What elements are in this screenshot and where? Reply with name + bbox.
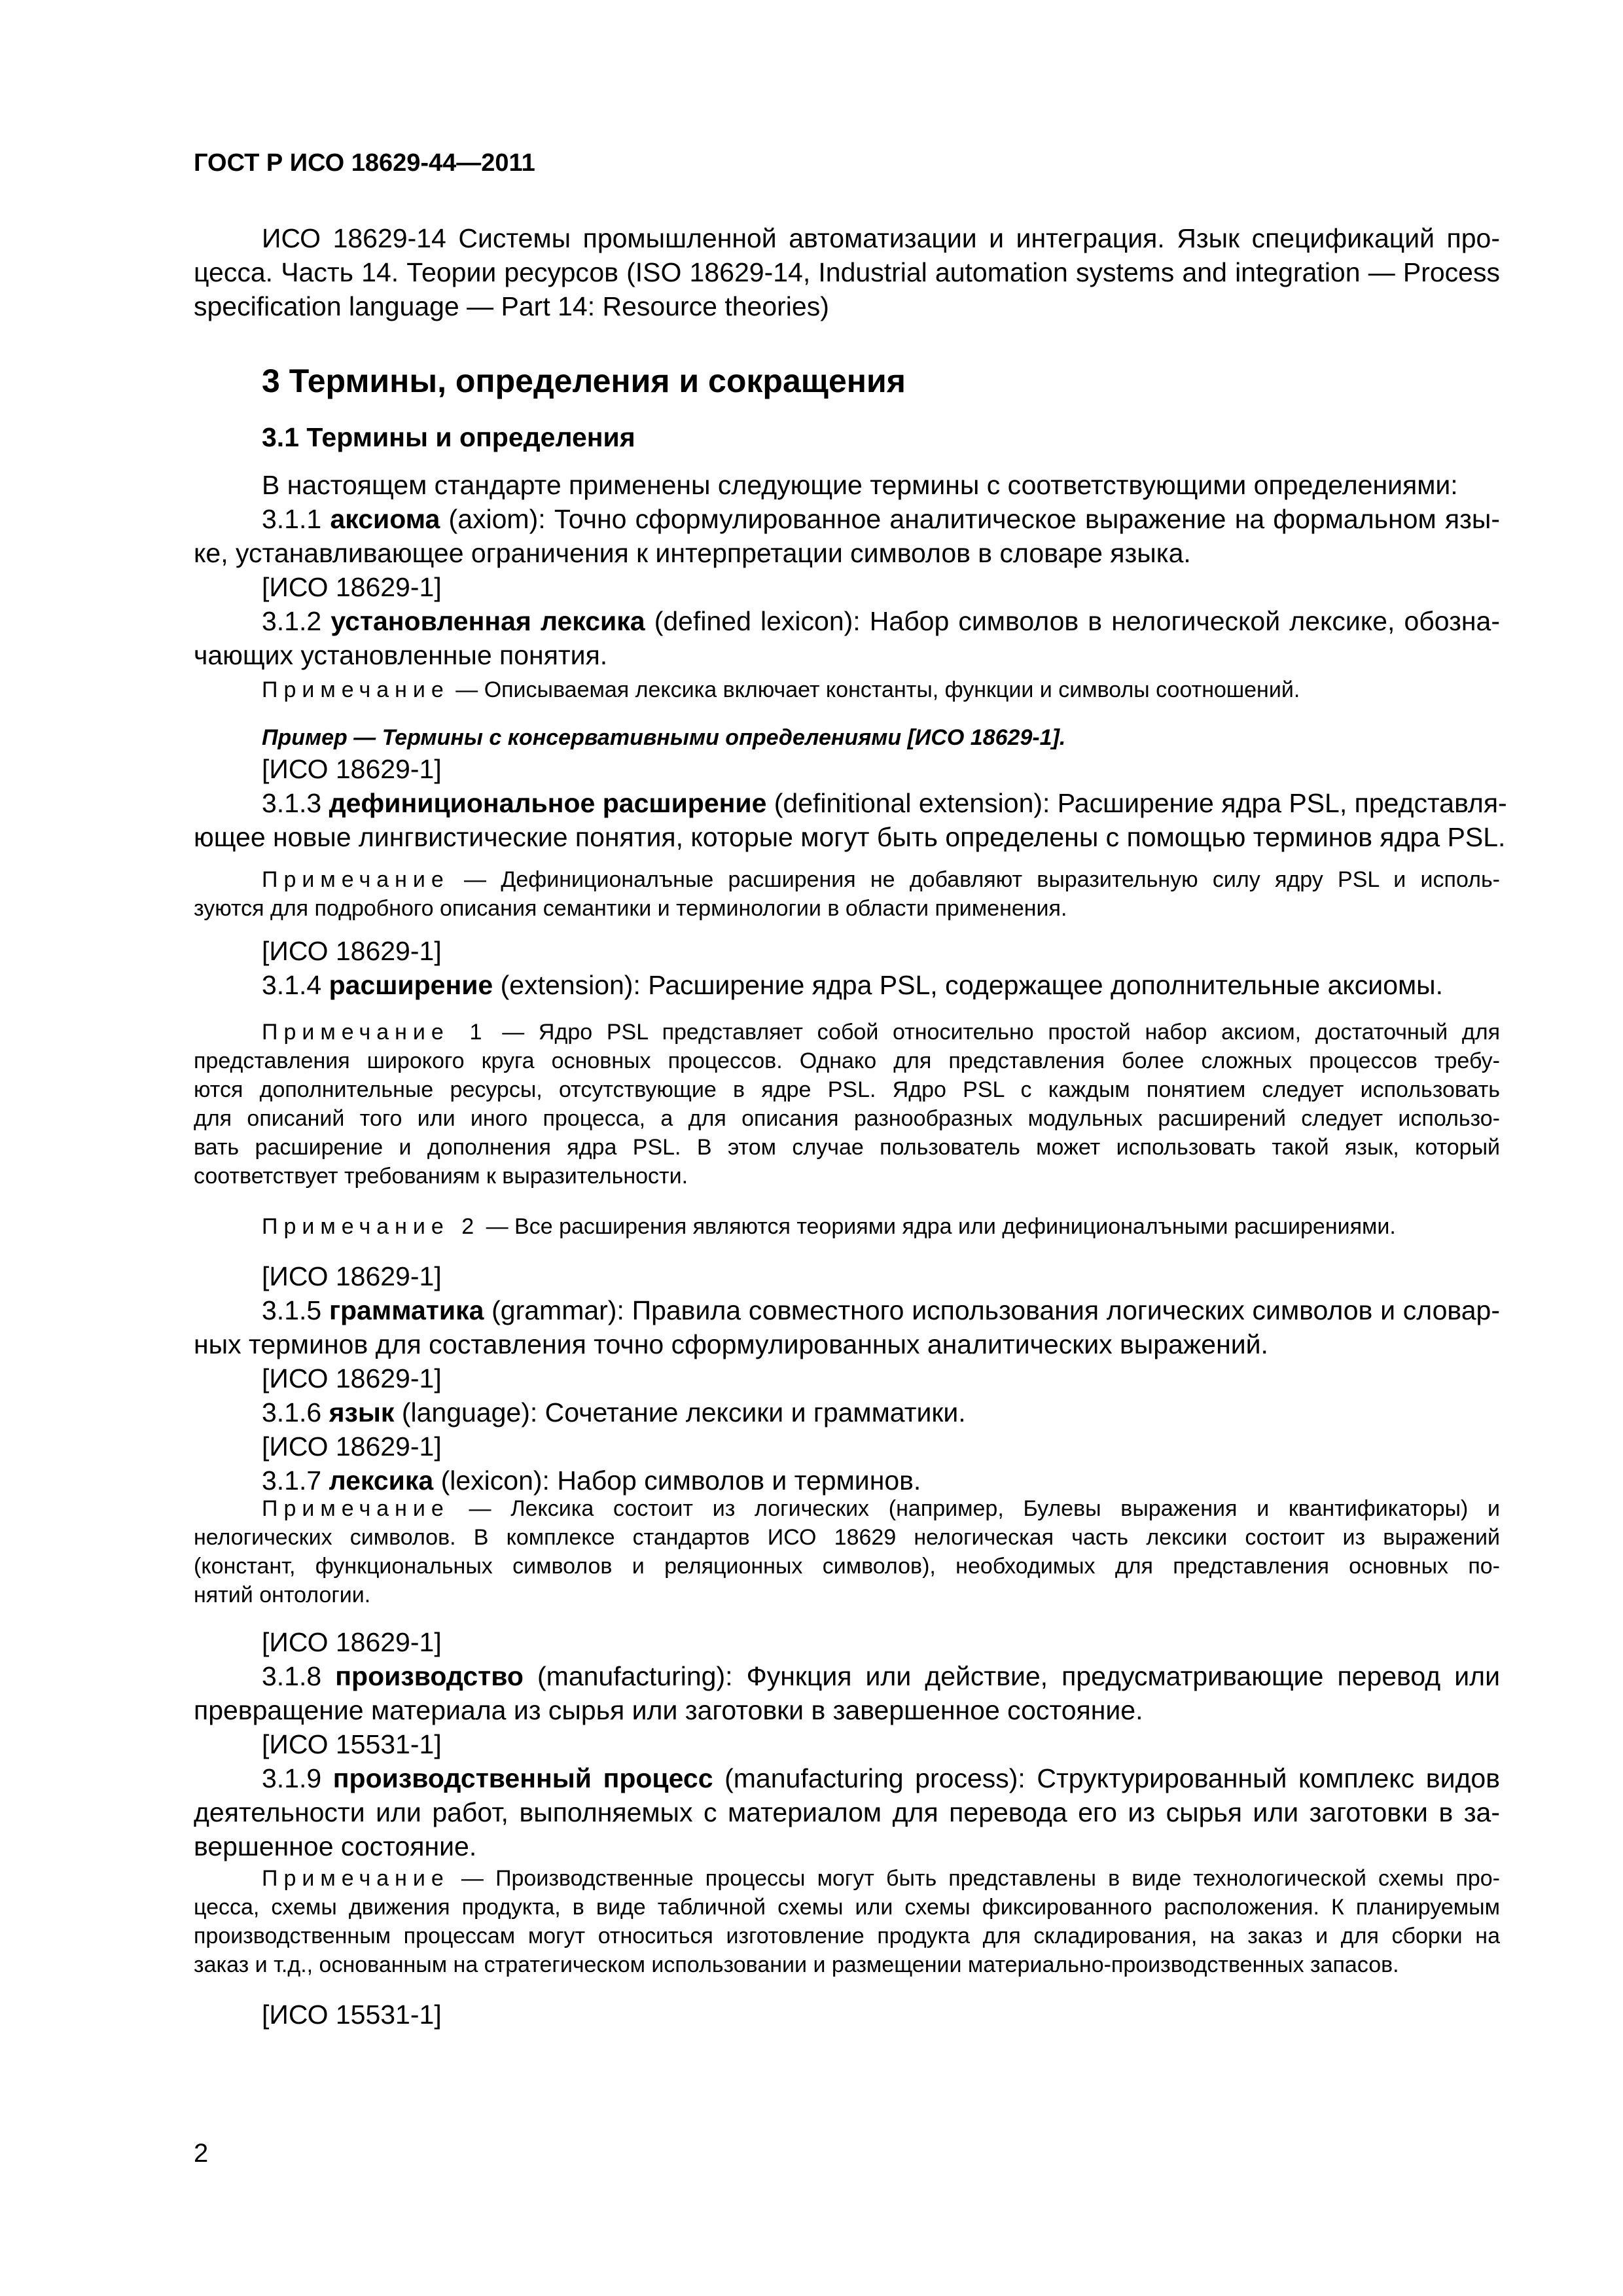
note-3-1-9: [194, 1864, 1500, 1979]
term-number: 3.1.9: [262, 1763, 333, 1793]
term-definition: (definitional extension): Расширение ядра PSL, представля-: [766, 788, 1507, 818]
term-3-1-4: [194, 968, 1500, 1002]
text-line: превращение материала из сырья или заготовки в завершенное состояние.: [194, 1695, 1143, 1725]
text-line: чающих установленные понятия.: [194, 640, 608, 670]
note-label: Примечание: [262, 1866, 450, 1891]
text-line: В настоящем стандарте применены следующие термины с соответствующими определениями:: [262, 470, 1458, 500]
term-3-1-3: [194, 786, 1507, 820]
term-name: грамматика: [329, 1295, 484, 1325]
term-3-1-8: [194, 1659, 1500, 1693]
note-text: для описаний того или иного процесса, а для описания разнообразных модульных расширений следует использо-: [194, 1106, 1500, 1131]
term-definition: (defined lexicon): Набор символов в нелогической лексике, обозна-: [645, 606, 1500, 636]
note-text: ются дополнительные ресурсы, отсутствующие в ядре PSL. Ядро PSL с каждым понятием следует использовать: [194, 1077, 1500, 1102]
term-number: 3.1.3: [262, 788, 329, 818]
term-number: 3.1.4: [262, 970, 329, 1000]
term-3-1-6: [194, 1395, 1500, 1429]
note-1-3-1-4: [194, 1018, 1500, 1191]
term-number: 3.1.2: [262, 606, 331, 636]
terms-block-4: [194, 1259, 1500, 1498]
note-text: заказ и т.д., основанным на стратегическом использовании и размещении материально-производственных запасов.: [194, 1952, 1399, 1977]
note-text: зуются для подробного описания семантики и терминологии в области применения.: [194, 896, 1067, 921]
note-text: цесса, схемы движения продукта, в виде табличной схемы или схемы фиксированного расположения. К планируемым: [194, 1895, 1500, 1920]
term-number: 3.1.1: [262, 504, 330, 534]
note-label: Примечание 2: [262, 1214, 480, 1239]
source-reference: [ИСО 18629-1]: [262, 572, 442, 602]
note-text: — Дефиниционалъные расширения не добавляют выразительную силу ядру PSL и исполь-: [449, 867, 1500, 892]
section-title: 3 Термины, определения и сокращения: [262, 363, 906, 399]
text-line: specification language — Part 14: Resource theories): [194, 291, 829, 321]
term-name: расширение: [329, 970, 493, 1000]
term-number: 3.1.6: [262, 1397, 329, 1427]
term-name: производство: [335, 1661, 524, 1691]
subsection-title: 3.1 Термины и определения: [262, 422, 635, 452]
term-name: лексика: [329, 1465, 434, 1496]
term-name: аксиома: [330, 504, 440, 534]
source-reference: [ИСО 18629-1]: [262, 1431, 442, 1462]
terms-block-1: [194, 468, 1500, 672]
text-line: ке, устанавливающее ограничения к интерпретации символов в словаре языка.: [194, 538, 1191, 568]
note-text: — Лексика состоит из логических (например, Булевы выражения и квантификаторы) и: [449, 1496, 1500, 1521]
term-number: 3.1.7: [262, 1465, 329, 1496]
note-3-1-7: [194, 1494, 1500, 1609]
note-label: Примечание: [262, 1496, 450, 1521]
terms-block-5: [194, 1625, 1500, 1863]
text-line: ИСО 18629-14 Системы промышленной автоматизации и интеграция. Язык спецификаций про-: [262, 223, 1500, 253]
note-text: вать расширение и дополнения ядра PSL. В этом случае пользователь может использовать такой язык, который: [194, 1135, 1500, 1160]
text-line: ющее новые лингвистические понятия, которые могут быть определены с помощью терминов ядра PSL.: [194, 822, 1506, 852]
note-label: Примечание: [262, 677, 450, 702]
term-definition: (manufacturing process): Структурированный комплекс видов: [713, 1763, 1500, 1793]
note-text: соответствует требованиям к выразительности.: [194, 1164, 688, 1189]
note-text: — Описываемая лексика включает константы, функции и символы соотношений.: [449, 677, 1300, 702]
note-text: производственным процессам могут относиться изготовление продукта для складирования, на заказ и для сборки на: [194, 1924, 1500, 1948]
terms-block-3: [194, 934, 1500, 1002]
term-3-1-9: [194, 1761, 1500, 1795]
note-3-1-2: [194, 675, 1500, 704]
text-line: цесса. Часть 14. Теории ресурсов (ISO 18629-14, Industrial automation systems and integration — Process: [194, 257, 1500, 287]
term-3-1-7: [194, 1463, 1500, 1498]
term-number: 3.1.5: [262, 1295, 329, 1325]
term-definition: (axiom): Точно сформулированное аналитическое выражение на формальном язы-: [440, 504, 1500, 534]
term-3-1-2: [194, 604, 1500, 638]
note-text: нелогических символов. В комплексе стандартов ИСО 18629 нелогическая часть лексики состоит из выражений: [194, 1525, 1500, 1550]
term-definition: (extension): Расширение ядра PSL, содержащее дополнительные аксиомы.: [493, 970, 1444, 1000]
note-text: — Производственные процессы могут быть представлены в виде технологической схемы про-: [449, 1866, 1500, 1891]
term-definition: (manufacturing): Функция или действие, предусматривающие перевод или: [523, 1661, 1500, 1691]
term-definition: (grammar): Правила совместного использования логических символов и словар-: [484, 1295, 1500, 1325]
text-line: ных терминов для составления точно сформулированных аналитических выражений.: [194, 1329, 1268, 1359]
term-definition: (lexicon): Набор символов и терминов.: [433, 1465, 921, 1496]
note-3-1-3: [194, 865, 1500, 923]
intro-reference: [194, 221, 1500, 323]
page-number: 2: [194, 2139, 209, 2168]
source-reference: [ИСО 18629-1]: [262, 1627, 442, 1657]
source-reference: [ИСО 15531-1]: [262, 1729, 442, 1759]
example-3-1-2: [194, 723, 1500, 752]
terms-block-2: [194, 752, 1507, 854]
term-name: установленная лексика: [330, 606, 645, 636]
text-line: деятельности или работ, выполняемых с материалом для перевода его из сырья или заготовки в за-: [194, 1797, 1500, 1827]
note-text: нятий онтологии.: [194, 1583, 371, 1607]
note-2-3-1-4: [194, 1212, 1500, 1241]
example-text: Пример — Термины с консервативными определениями [ИСО 18629-1].: [262, 725, 1066, 750]
term-name: дефинициональное расширение: [329, 788, 767, 818]
note-text: представления широкого круга основных процессов. Однако для представления более сложных процессов требу-: [194, 1049, 1500, 1073]
term-name: язык: [329, 1397, 395, 1427]
source-reference: [ИСО 18629-1]: [262, 936, 442, 966]
note-text: (констант, функциональных символов и реляционных символов), необходимых для представления основных по-: [194, 1554, 1500, 1579]
final-reference: [194, 1998, 1500, 2032]
source-reference: [ИСО 18629-1]: [262, 754, 442, 784]
source-reference: [ИСО 18629-1]: [262, 1363, 442, 1393]
source-reference: [ИСО 18629-1]: [262, 1261, 442, 1291]
term-3-1-5: [194, 1293, 1500, 1327]
note-text: — Ядро PSL представляет собой относительно простой набор аксиом, достаточный для: [488, 1020, 1500, 1045]
document-header: ГОСТ Р ИСО 18629-44—2011: [194, 149, 535, 177]
note-text: — Все расширения являются теориями ядра или дефиниционалъными расширениями.: [480, 1214, 1396, 1239]
note-label: Примечание 1: [262, 1020, 488, 1045]
source-reference: [ИСО 15531-1]: [262, 2000, 442, 2030]
term-number: 3.1.8: [262, 1661, 336, 1691]
term-definition: (language): Сочетание лексики и грамматики.: [394, 1397, 966, 1427]
note-label: Примечание: [262, 867, 450, 892]
text-line: вершенное состояние.: [194, 1831, 477, 1861]
term-3-1-1: [194, 502, 1500, 536]
term-name: производственный процесс: [332, 1763, 713, 1793]
